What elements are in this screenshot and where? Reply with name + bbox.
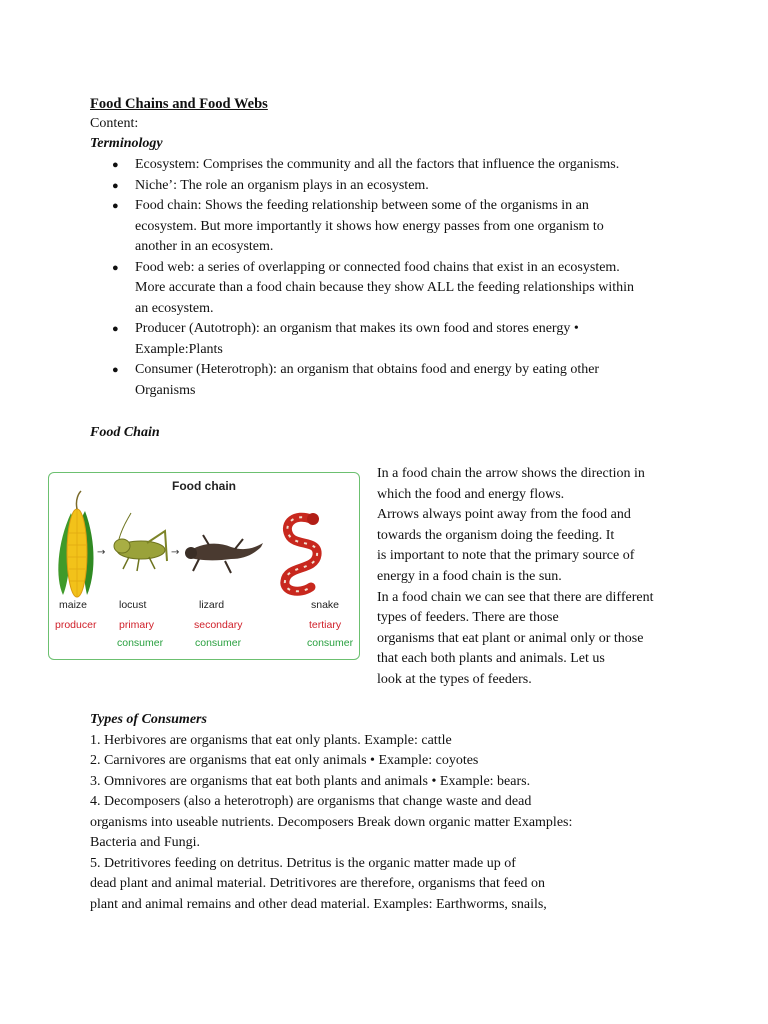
paragraph-line: that each both plants and animals. Let us (377, 651, 605, 667)
paragraph-line: which the food and energy flows. (377, 486, 565, 502)
paragraph-line: In a food chain the arrow shows the direction in (377, 466, 645, 481)
arrow-icon: → (171, 547, 180, 558)
arrow-icon: → (97, 547, 106, 558)
list-item-line: ● Niche’: The role an organism plays in an ecosystem. (135, 177, 429, 193)
terminology-list (112, 155, 702, 401)
organism-sub: consumer (307, 637, 354, 649)
food-chain-paragraph (377, 464, 654, 691)
list-item-line: ● Food web: a series of overlapping or connected food chains that exist in an ecosystem. (135, 259, 620, 275)
list-item-line: ● Producer (Autotroph): an organism that makes its own food and stores energy • (135, 321, 579, 336)
list-item-line: ● Consumer (Heterotroph): an organism that obtains food and energy by eating other (135, 362, 600, 377)
paragraph-line: Arrows always point away from the food and (377, 507, 631, 523)
paragraph-line: towards the organism doing the feeding. It (377, 527, 615, 543)
paragraph-line: organisms that eat plant or animal only or those (377, 630, 644, 646)
lizard-picture (185, 535, 263, 573)
list-item-line: ecosystem. But more importantly it shows how energy passes from one organism to (135, 218, 604, 234)
list-item-line: an ecosystem. (135, 300, 214, 316)
consumers-heading: Types of Consumers (90, 712, 207, 727)
figure-title: Food chain (172, 479, 236, 493)
list-item-line: More accurate than a food chain because they show ALL the feeding relationships within (135, 280, 635, 295)
consumers-line: dead plant and animal material. Detritivores are therefore, organisms that feed on (90, 876, 545, 891)
organism-name: snake (311, 599, 340, 611)
organism-name: locust (119, 599, 147, 611)
consumers-line: 3. Omnivores are organisms that eat both plants and animals • Example: bears. (90, 773, 531, 789)
consumers-line: plant and animal remains and other dead material. Examples: Earthworms, snails, (90, 896, 547, 912)
types-of-consumers-section (90, 710, 572, 915)
list-item (112, 196, 702, 258)
list-item-line: Organisms (135, 382, 196, 398)
consumers-line: 5. Detritivores feeding on detritus. Detritus is the organic matter made up of (90, 855, 516, 871)
food-chain-figure (48, 472, 360, 660)
consumers-line: 2. Carnivores are organisms that eat only animals • Example: coyotes (90, 753, 479, 768)
list-item-line: ● Food chain: Shows the feeding relationship between some of the organisms in an (135, 198, 589, 213)
food-chain-illustration (49, 473, 359, 659)
organism-name: lizard (199, 599, 225, 611)
organism-role: tertiary (309, 619, 342, 631)
maize-picture (58, 491, 93, 597)
list-item-line: Example:Plants (135, 341, 223, 357)
paragraph-line: is important to note that the primary source of (377, 548, 635, 564)
organism-sub: consumer (117, 637, 164, 649)
locust-picture (114, 513, 167, 571)
document-title: Food Chains and Food Webs (90, 96, 268, 112)
organism-role: secondary (194, 619, 243, 631)
list-item-line: another in an ecosystem. (135, 239, 274, 254)
organism-role: producer (55, 619, 97, 631)
organism-name: maize (59, 599, 88, 611)
terminology-heading: Terminology (90, 136, 163, 151)
paragraph-line: look at the types of feeders. (377, 671, 532, 687)
organism-role: primary (119, 619, 155, 631)
paragraph-line: energy in a food chain is the sun. (377, 568, 562, 584)
list-item (112, 319, 702, 360)
list-item (112, 258, 702, 320)
list-item (112, 360, 702, 401)
list-item (112, 176, 702, 197)
consumers-line: organisms into useable nutrients. Decomposers Break down organic matter Examples: (90, 814, 573, 830)
paragraph-line: types of feeders. There are those (377, 610, 559, 626)
food-chain-heading: Food Chain (90, 425, 160, 440)
content-label: Content: (90, 116, 139, 131)
consumers-line: 4. Decomposers (also a heterotroph) are organisms that change waste and dead (90, 794, 532, 809)
list-item-line: ● Ecosystem: Comprises the community and all the factors that influence the organisms. (135, 157, 620, 172)
consumers-line: Bacteria and Fungi. (90, 835, 201, 850)
snake-picture (285, 513, 319, 591)
consumers-line: 1. Herbivores are organisms that eat only plants. Example: cattle (90, 732, 452, 748)
organism-sub: consumer (195, 637, 242, 649)
paragraph-line: In a food chain we can see that there are different (377, 589, 654, 605)
list-item (112, 155, 702, 176)
